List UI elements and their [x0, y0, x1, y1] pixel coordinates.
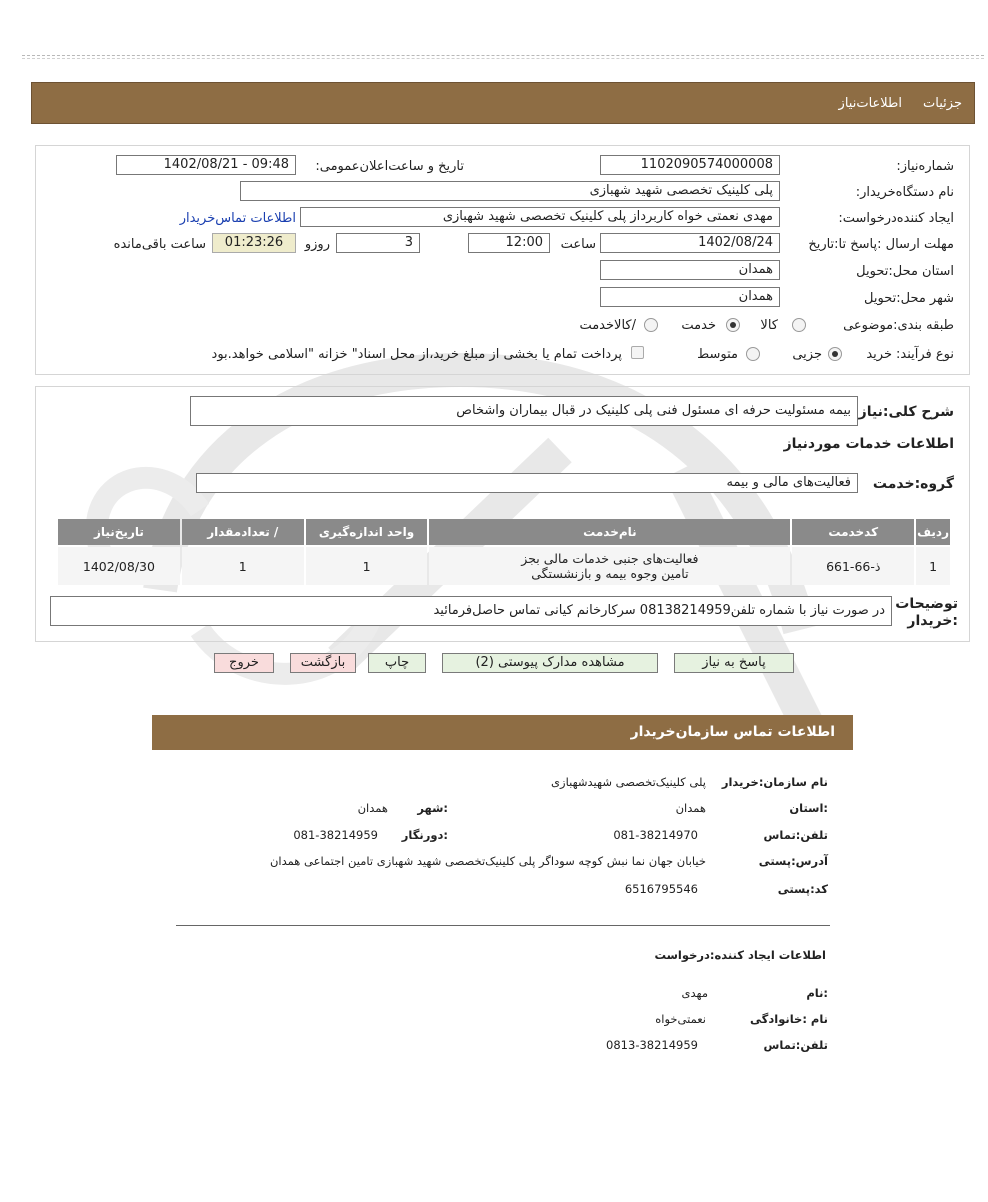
col-unit-header: واحد اندازه‌گیری — [306, 519, 428, 545]
deadline-label: مهلت ارسال :پاسخ تا:تاریخ — [808, 237, 954, 252]
org-fax-value: 081-38214959 — [293, 828, 378, 842]
process-radio-minor[interactable] — [828, 347, 842, 361]
org-contact-header — [152, 715, 853, 750]
org-name-label: نام سازمان:خریدار — [721, 775, 828, 789]
deadline-time-label: ساعت — [560, 237, 596, 252]
top-divider — [22, 55, 984, 59]
cell-date: 1402/08/30 — [58, 547, 180, 585]
tab-details[interactable]: جزئیات — [923, 96, 962, 111]
org-city-label: :شهر — [417, 801, 448, 815]
reply-button[interactable]: پاسخ به نیاز — [674, 653, 794, 673]
creator-contact-title: اطلاعات ایجاد کننده:درخواست — [654, 948, 826, 962]
treasury-payment-note: پرداخت تمام یا بخشی از مبلغ خرید،از محل اسناد" خزانه "اسلامی خواهد.بود — [211, 347, 622, 362]
cell-row: 1 — [916, 547, 950, 585]
category-radio-service[interactable] — [726, 318, 740, 332]
org-postal-value: 6516795546 — [624, 882, 698, 896]
category-label: طبقه بندی:موضوعی — [843, 318, 954, 333]
category-radio-goods[interactable] — [792, 318, 806, 332]
city-field[interactable]: همدان — [600, 287, 780, 307]
need-number-field[interactable]: 1102090574000008 — [600, 155, 780, 175]
remaining-label: ساعت باقی‌مانده — [113, 237, 206, 252]
category-option-goods: کالا — [760, 318, 778, 333]
remaining-time: 01:23:26 — [212, 233, 296, 253]
summary-label: شرح کلی:نیاز — [858, 404, 954, 420]
org-name-value: پلی کلینیک‌تخصصی شهیدشهبازی — [551, 775, 706, 789]
table-header-row — [58, 519, 950, 545]
org-postal-label: کد:پستی — [777, 882, 828, 896]
days-label: روزو — [304, 237, 330, 252]
process-buy-label: خرید — [866, 347, 892, 362]
deadline-date-field[interactable]: 1402/08/24 — [600, 233, 780, 253]
creator-phone-value: 0813-38214959 — [606, 1038, 698, 1052]
group-field[interactable]: فعالیت‌های مالی و بیمه — [196, 473, 858, 493]
category-option-service: خدمت — [681, 318, 716, 333]
org-address-label: آدرس:پستی — [758, 854, 828, 868]
creator-name-label: :نام — [806, 986, 828, 1000]
page-header-bar — [31, 82, 975, 124]
org-city-value: همدان — [357, 801, 388, 815]
creator-phone-label: تلفن:تماس — [763, 1038, 828, 1052]
creator-name-value: مهدی — [681, 986, 708, 1000]
cell-name-line2: تامین وجوه بیمه و بازنشستگی — [531, 566, 689, 581]
back-button[interactable]: بازگشت — [290, 653, 356, 673]
org-contact-title: اطلاعات تماس سازمان‌خریدار — [630, 724, 835, 740]
buyer-contact-link[interactable]: اطلاعات تماس‌خریدار — [179, 211, 296, 226]
creator-field[interactable]: مهدی نعمتی خواه کاربرداز پلی کلینیک تخصصی شهید شهبازی — [300, 207, 780, 227]
contact-divider — [176, 925, 830, 926]
cell-unit: 1 — [306, 547, 428, 585]
need-info-panel — [35, 145, 970, 375]
view-documents-button[interactable]: مشاهده مدارک پیوستی (2) — [442, 653, 658, 673]
category-radio-both[interactable] — [644, 318, 658, 332]
org-phone-value: 081-38214970 — [613, 828, 698, 842]
province-field[interactable]: همدان — [600, 260, 780, 280]
announce-label: تاریخ و ساعت‌اعلان‌عمومی: — [315, 159, 464, 174]
col-row-header: ردیف — [916, 519, 950, 545]
col-name-header: نام‌خدمت — [429, 519, 790, 545]
notes-field[interactable]: در صورت نیاز با شماره تلفن08138214959 سرکارخانم کیانی تماس حاصل‌فرمائید — [50, 596, 892, 626]
process-label: نوع فرآیند: — [896, 347, 954, 362]
org-province-value: همدان — [675, 801, 706, 815]
services-title: اطلاعات خدمات موردنیاز — [783, 436, 954, 452]
city-label: شهر محل:تحویل — [864, 291, 954, 306]
cell-code: ذ-66-661 — [792, 547, 914, 585]
process-radio-medium[interactable] — [746, 347, 760, 361]
creator-label: ایجاد کننده‌درخواست: — [838, 211, 954, 226]
group-label: گروه:خدمت — [872, 476, 954, 492]
announce-field[interactable]: 1402/08/21 - 09:48 — [116, 155, 296, 175]
buyer-field[interactable]: پلی کلینیک تخصصی شهید شهبازی — [240, 181, 780, 201]
cell-name — [429, 547, 790, 585]
org-address-value: خیابان جهان نما نبش کوچه سوداگر پلی کلینیک‌تخصصی شهید شهبازی تامین اجتماعی همدان — [269, 854, 706, 868]
buyer-label: نام دستگاه‌خریدار: — [855, 185, 954, 200]
cell-name-line1: فعالیت‌های جنبی خدمات مالی بجز — [521, 551, 699, 566]
notes-label: توضیحات :خریدار — [895, 596, 958, 629]
col-code-header: کدخدمت — [792, 519, 914, 545]
table-row[interactable] — [58, 547, 950, 585]
print-button[interactable]: چاپ — [368, 653, 426, 673]
need-number-label: شماره‌نیاز: — [896, 159, 954, 174]
col-date-header: تاریخ‌نیاز — [58, 519, 180, 545]
tab-need-info[interactable]: اطلاعات‌نیاز — [838, 96, 902, 111]
org-province-label: :استان — [789, 801, 828, 815]
process-option-medium: متوسط — [697, 347, 738, 362]
days-field[interactable]: 3 — [336, 233, 420, 253]
deadline-time-field[interactable]: 12:00 — [468, 233, 550, 253]
exit-button[interactable]: خروج — [214, 653, 274, 673]
col-qty-header: / تعدادمقدار — [182, 519, 304, 545]
org-fax-label: :دورنگار — [401, 828, 448, 842]
treasury-payment-checkbox[interactable] — [631, 346, 644, 359]
summary-field[interactable]: بیمه مسئولیت حرفه ای مسئول فنی پلی کلینیک در قبال بیماران واشخاص — [190, 396, 858, 426]
services-table — [56, 517, 952, 587]
cell-qty: 1 — [182, 547, 304, 585]
creator-family-value: نعمتی‌خواه — [655, 1012, 706, 1026]
province-label: استان محل:تحویل — [856, 264, 954, 279]
process-option-minor: جزیی — [792, 347, 822, 362]
org-phone-label: تلفن:تماس — [763, 828, 828, 842]
creator-family-label: نام :خانوادگی — [750, 1012, 828, 1026]
category-option-both: /کالاخدمت — [579, 318, 636, 333]
